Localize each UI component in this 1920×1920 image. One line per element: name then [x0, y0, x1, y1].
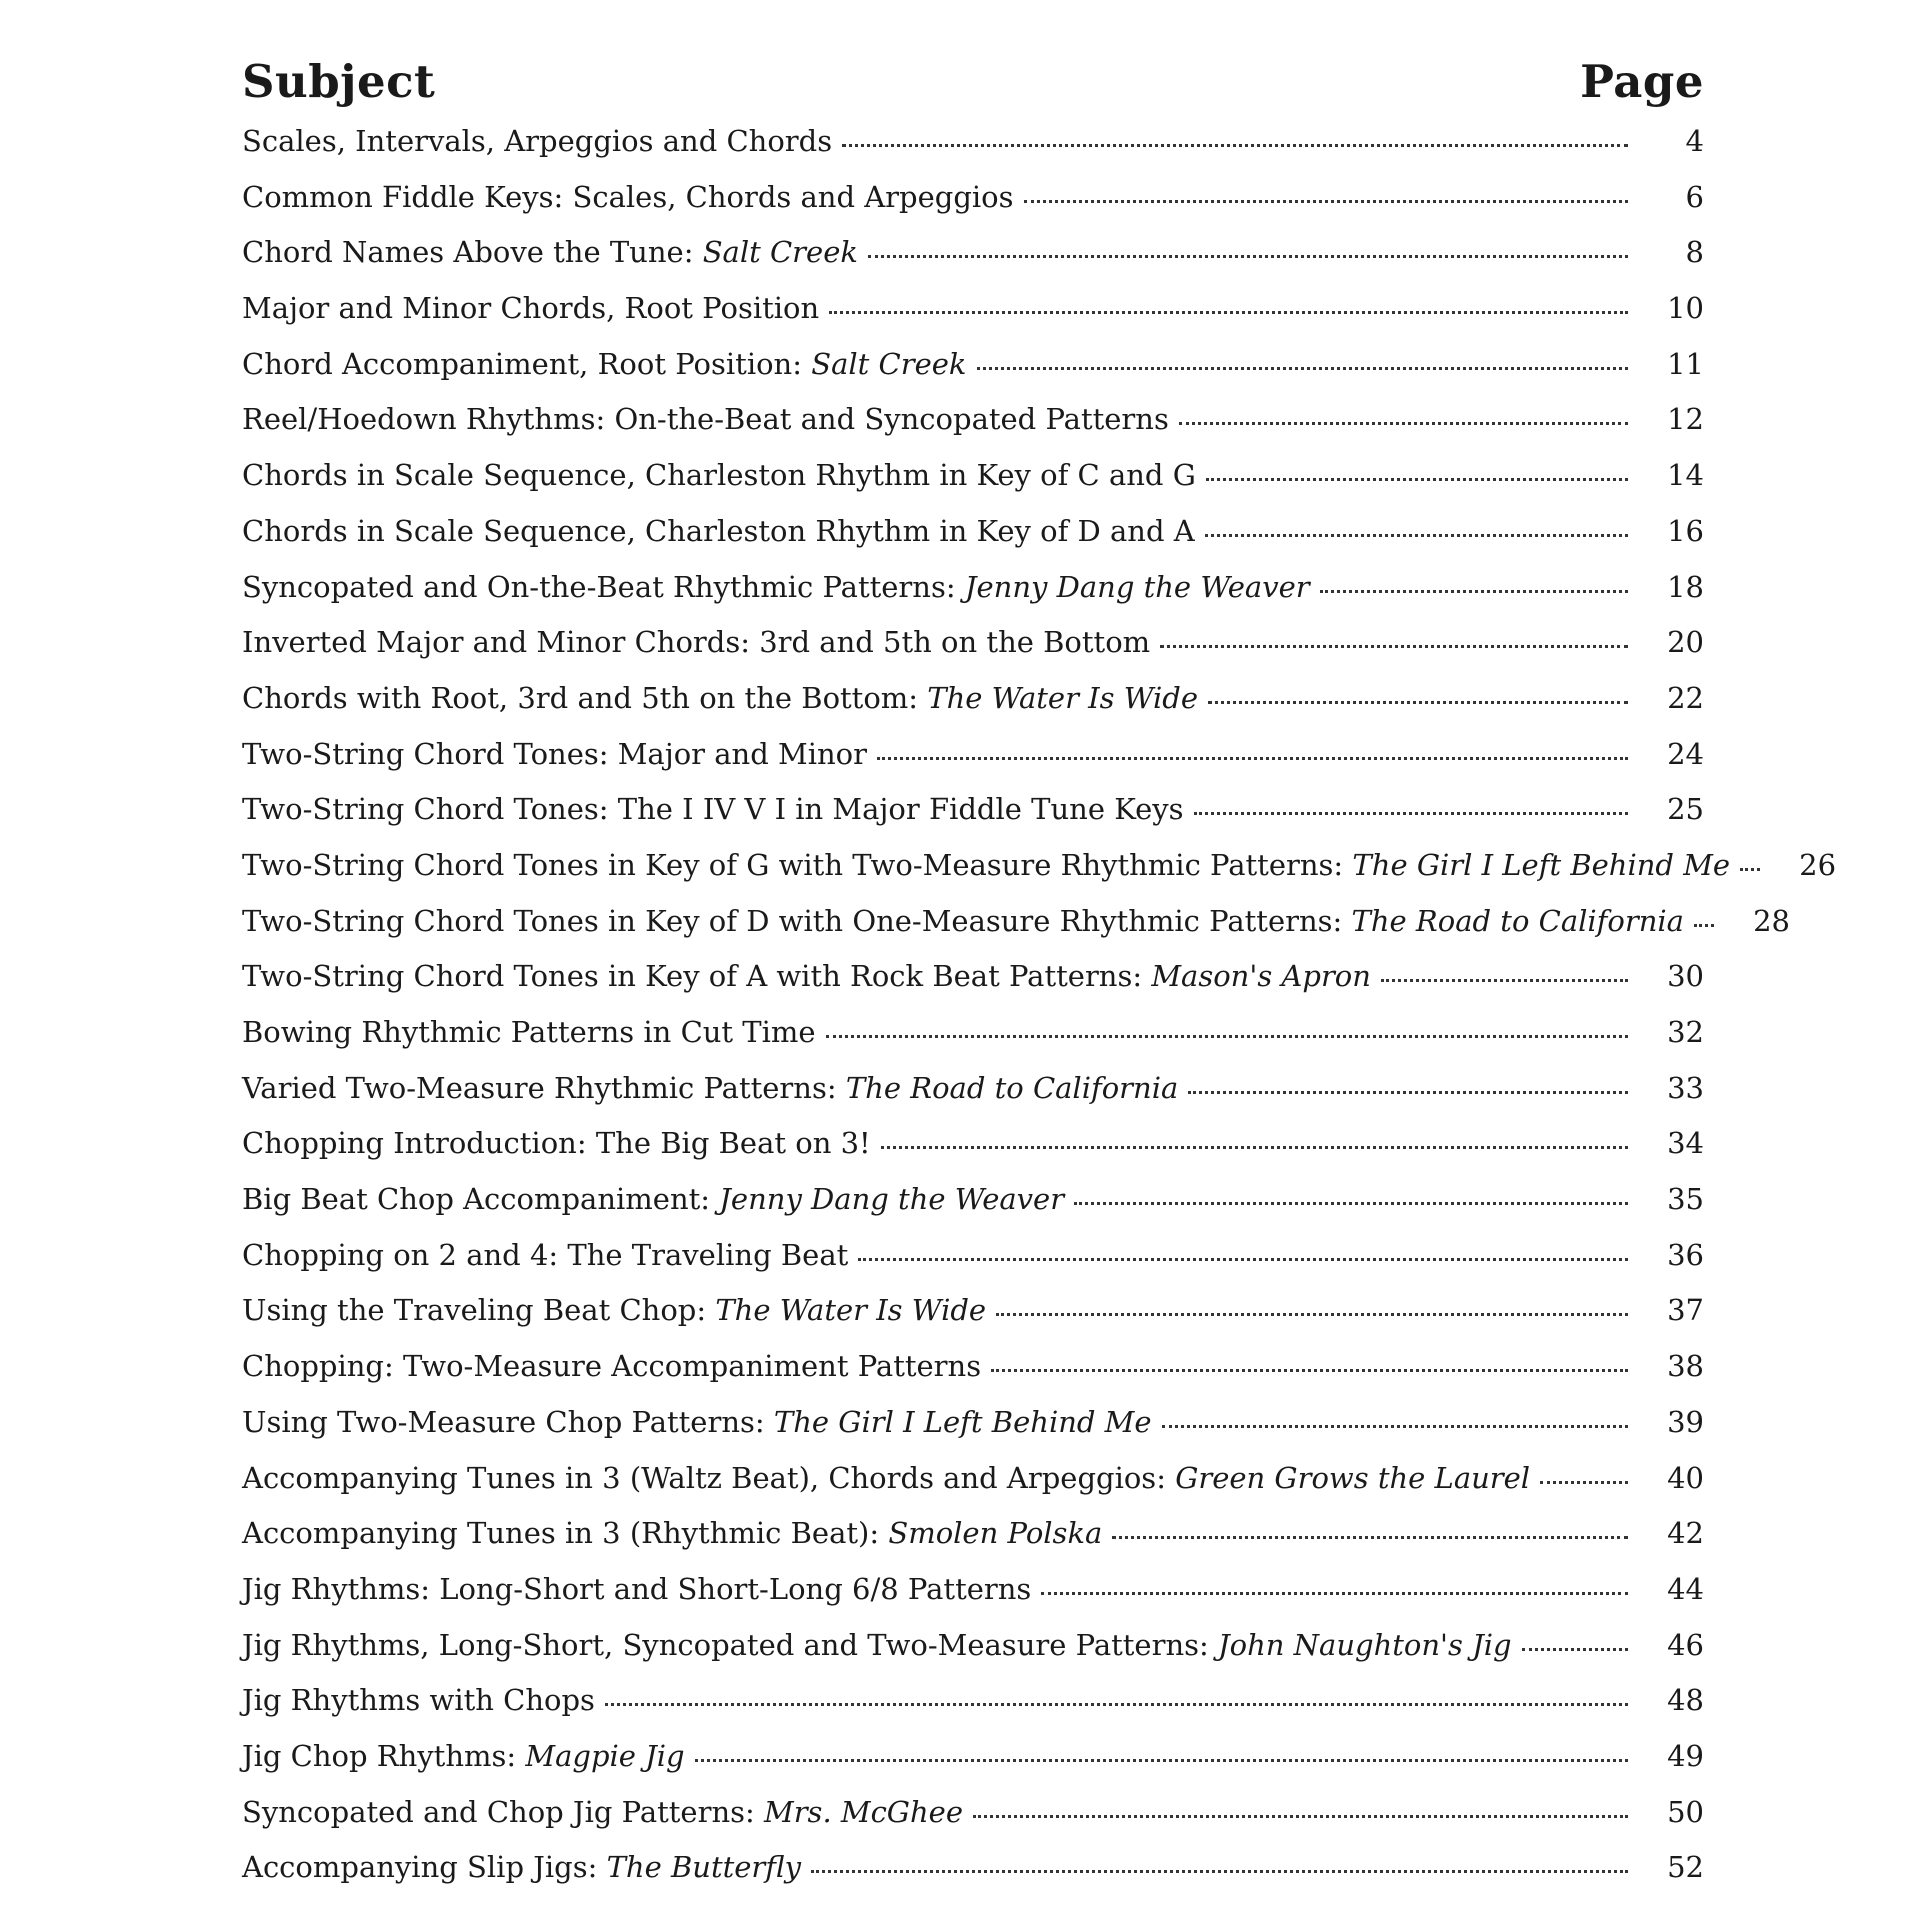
toc-entry-page: 44 [1667, 1571, 1704, 1606]
toc-entry-title [242, 1061, 1178, 1117]
dot-leader [829, 311, 1628, 314]
toc-entry-tune: Salt Creek [811, 346, 967, 381]
toc-entry[interactable] [242, 949, 1704, 1005]
toc-entry-tune: The Road to California [845, 1070, 1179, 1105]
toc-entry-subject: Two-String Chord Tones: Major and Minor [242, 736, 867, 771]
dot-leader [973, 1815, 1628, 1818]
toc-entry-subject: Chord Accompaniment, Root Position: [242, 346, 812, 381]
dot-leader [1381, 979, 1628, 982]
toc-entry-page: 37 [1667, 1293, 1704, 1328]
toc-entry-page: 49 [1667, 1738, 1704, 1773]
dot-leader [1206, 478, 1628, 481]
dot-leader [868, 255, 1628, 258]
toc-entry-subject: Two-String Chord Tones in Key of A with Rock Beat Patterns: [242, 959, 1152, 994]
table-of-contents [242, 40, 1837, 1896]
toc-entry-subject: Jig Rhythms, Long-Short, Syncopated and Two-Measure Patterns: [242, 1627, 1218, 1662]
toc-entry-tune: Mason's Apron [1151, 959, 1371, 994]
toc-entry[interactable] [242, 894, 1790, 950]
toc-entry-title [242, 1785, 963, 1841]
toc-entry[interactable] [242, 782, 1704, 838]
toc-entry-subject: Accompanying Slip Jigs: [242, 1850, 607, 1885]
toc-entry-title [242, 225, 858, 281]
toc-entry-page: 16 [1667, 513, 1704, 548]
toc-entry-title [242, 1228, 848, 1284]
toc-entry[interactable] [242, 1562, 1704, 1618]
toc-entry-subject: Chords in Scale Sequence, Charleston Rhythm in Key of C and G [242, 458, 1196, 493]
toc-entry-tune: The Road to California [1351, 903, 1684, 938]
toc-entry-title [242, 170, 1014, 226]
toc-entry-title [242, 1840, 801, 1896]
toc-entry[interactable] [242, 1395, 1704, 1451]
toc-entry-tune: The Butterfly [606, 1850, 802, 1885]
toc-entry[interactable] [242, 1283, 1704, 1339]
toc-header [242, 40, 1704, 108]
dot-leader [1074, 1202, 1628, 1205]
toc-entry[interactable] [242, 615, 1704, 671]
toc-entry-title [242, 1116, 871, 1172]
toc-entry-page: 20 [1667, 625, 1704, 660]
toc-entry-page: 25 [1667, 792, 1704, 827]
toc-entry-tune: Salt Creek [702, 235, 858, 270]
toc-entry-subject: Two-String Chord Tones in Key of D with One-Measure Rhythmic Patterns: [242, 903, 1352, 938]
toc-entry-page: 46 [1667, 1627, 1704, 1662]
toc-entry[interactable] [242, 1785, 1704, 1841]
toc-entry-title [242, 504, 1195, 560]
toc-entry-page: 36 [1667, 1237, 1704, 1272]
toc-entry-subject: Using Two-Measure Chop Patterns: [242, 1404, 774, 1439]
dot-leader [1740, 868, 1760, 871]
toc-entry-title [242, 671, 1198, 727]
toc-entry-title [242, 281, 819, 337]
toc-entry-title [242, 448, 1196, 504]
toc-entry-title [242, 894, 1684, 950]
toc-entry-tune: Mrs. McGhee [764, 1794, 963, 1829]
toc-entry-subject: Chords with Root, 3rd and 5th on the Bottom: [242, 680, 928, 715]
toc-entry[interactable] [242, 504, 1704, 560]
toc-entry-page: 18 [1667, 569, 1704, 604]
toc-entry[interactable] [242, 1729, 1704, 1785]
toc-entry-title [242, 1005, 816, 1061]
dot-leader [695, 1759, 1628, 1762]
toc-entry-subject: Inverted Major and Minor Chords: 3rd and 5th on the Bottom [242, 625, 1151, 660]
toc-entry-title [242, 337, 967, 393]
dot-leader [1179, 422, 1628, 425]
dot-leader [1540, 1481, 1628, 1484]
toc-entry-subject: Accompanying Tunes in 3 (Rhythmic Beat): [242, 1516, 889, 1551]
toc-entry-page: 38 [1667, 1349, 1704, 1384]
dot-leader [1112, 1536, 1628, 1539]
dot-leader [1024, 200, 1628, 203]
toc-entry-subject: Common Fiddle Keys: Scales, Chords and Arpeggios [242, 179, 1014, 214]
toc-entry[interactable] [242, 1005, 1704, 1061]
toc-entry-page: 14 [1667, 458, 1704, 493]
toc-entry-page: 11 [1667, 346, 1704, 381]
dot-leader [605, 1703, 1628, 1706]
toc-list [242, 114, 1837, 1896]
toc-entry-subject: Reel/Hoedown Rhythms: On-the-Beat and Syncopated Patterns [242, 402, 1169, 437]
toc-entry-subject: Major and Minor Chords, Root Position [242, 291, 820, 326]
toc-entry-subject: Jig Rhythms: Long-Short and Short-Long 6/8 Patterns [242, 1571, 1032, 1606]
toc-entry[interactable] [242, 170, 1704, 226]
toc-entry-tune: Jenny Dang the Weaver [719, 1182, 1065, 1217]
toc-entry[interactable] [242, 1228, 1704, 1284]
toc-entry-page: 34 [1667, 1126, 1704, 1161]
toc-entry-subject: Chord Names Above the Tune: [242, 235, 703, 270]
toc-entry-title [242, 838, 1730, 894]
toc-entry-subject: Syncopated and Chop Jig Patterns: [242, 1794, 764, 1829]
toc-entry-tune: Magpie Jig [525, 1738, 685, 1773]
toc-entry-page: 40 [1667, 1460, 1704, 1495]
dot-leader [1162, 1425, 1628, 1428]
toc-entry-tune: Green Grows the Laurel [1175, 1460, 1531, 1495]
toc-entry-title [242, 1283, 986, 1339]
dot-leader [881, 1146, 1628, 1149]
toc-entry-tune: Jenny Dang the Weaver [964, 569, 1310, 604]
toc-entry-title [242, 1395, 1152, 1451]
toc-entry-page: 26 [1799, 847, 1837, 882]
toc-entry-title [242, 1673, 595, 1729]
dot-leader [1208, 701, 1628, 704]
toc-entry-subject: Two-String Chord Tones: The I IV V I in Major Fiddle Tune Keys [242, 792, 1184, 827]
dot-leader [1041, 1592, 1628, 1595]
toc-entry-tune: The Water Is Wide [715, 1293, 987, 1328]
toc-entry[interactable] [242, 114, 1704, 170]
toc-entry-page: 48 [1667, 1683, 1704, 1718]
dot-leader [1694, 924, 1714, 927]
toc-entry-page: 8 [1685, 235, 1704, 270]
dot-leader [996, 1313, 1628, 1316]
toc-entry[interactable] [242, 838, 1837, 894]
toc-entry-subject: Chopping Introduction: The Big Beat on 3! [242, 1126, 871, 1161]
toc-entry-subject: Jig Rhythms with Chops [242, 1683, 595, 1718]
toc-entry-subject: Chopping on 2 and 4: The Traveling Beat [242, 1237, 849, 1272]
toc-entry-page: 42 [1667, 1516, 1704, 1551]
toc-entry[interactable] [242, 1339, 1704, 1395]
toc-entry-title [242, 1339, 981, 1395]
dot-leader [1205, 534, 1628, 537]
toc-entry-page: 22 [1667, 680, 1704, 715]
toc-entry[interactable] [242, 1618, 1704, 1674]
toc-entry[interactable] [242, 392, 1704, 448]
dot-leader [1320, 590, 1628, 593]
toc-entry-title [242, 1729, 685, 1785]
toc-entry-title [242, 727, 867, 783]
dot-leader [826, 1035, 1628, 1038]
dot-leader [842, 144, 1628, 147]
toc-entry[interactable] [242, 671, 1704, 727]
toc-entry-title [242, 1451, 1530, 1507]
toc-entry-page: 6 [1685, 179, 1704, 214]
toc-entry[interactable] [242, 1840, 1704, 1896]
toc-entry-page: 10 [1667, 291, 1704, 326]
toc-entry-page: 50 [1667, 1794, 1704, 1829]
toc-entry-subject: Scales, Intervals, Arpeggios and Chords [242, 124, 833, 158]
toc-entry-tune: The Girl I Left Behind Me [773, 1404, 1152, 1439]
toc-entry[interactable] [242, 1673, 1704, 1729]
toc-entry-page: 39 [1667, 1404, 1704, 1439]
toc-entry-page: 4 [1685, 124, 1704, 158]
toc-entry-subject: Jig Chop Rhythms: [242, 1738, 526, 1773]
dot-leader [1160, 645, 1628, 648]
toc-entry[interactable] [242, 560, 1704, 616]
toc-entry-title [242, 1506, 1102, 1562]
toc-entry[interactable] [242, 448, 1704, 504]
toc-entry-page: 33 [1667, 1070, 1704, 1105]
toc-entry-page: 28 [1753, 903, 1790, 938]
dot-leader [858, 1258, 1628, 1261]
toc-entry-page: 24 [1667, 736, 1704, 771]
toc-entry[interactable] [242, 281, 1704, 337]
dot-leader [991, 1369, 1628, 1372]
toc-entry-page: 30 [1667, 959, 1704, 994]
toc-entry-title [242, 782, 1184, 838]
dot-leader [877, 757, 1628, 760]
toc-entry-title [242, 949, 1371, 1005]
toc-entry-tune: Smolen Polska [888, 1516, 1103, 1551]
toc-entry-page: 52 [1667, 1850, 1704, 1885]
toc-entry-title [242, 114, 832, 170]
dot-leader [1194, 812, 1628, 815]
toc-entry-tune: The Girl I Left Behind Me [1352, 847, 1731, 882]
toc-entry-title [242, 392, 1169, 448]
toc-entry[interactable] [242, 727, 1704, 783]
toc-entry[interactable] [242, 1506, 1704, 1562]
toc-entry-tune: John Naughton's Jig [1218, 1627, 1512, 1662]
toc-entry[interactable] [242, 1061, 1704, 1117]
dot-leader [977, 367, 1629, 370]
toc-entry[interactable] [242, 1116, 1704, 1172]
toc-entry-subject: Accompanying Tunes in 3 (Waltz Beat), Chords and Arpeggios: [242, 1460, 1176, 1495]
subject-heading: Subject [242, 55, 436, 108]
toc-entry-tune: The Water Is Wide [927, 680, 1199, 715]
toc-entry-subject: Chords in Scale Sequence, Charleston Rhythm in Key of D and A [242, 513, 1195, 548]
toc-entry-subject: Chopping: Two-Measure Accompaniment Patterns [242, 1349, 982, 1384]
toc-entry-page: 32 [1667, 1015, 1704, 1049]
toc-entry-subject: Varied Two-Measure Rhythmic Patterns: [242, 1070, 846, 1105]
toc-entry-page: 35 [1667, 1182, 1704, 1217]
toc-entry[interactable] [242, 337, 1704, 393]
toc-entry-page: 12 [1667, 402, 1704, 437]
toc-entry-title [242, 1562, 1031, 1618]
page-heading: Page [1580, 55, 1704, 108]
toc-entry[interactable] [242, 1172, 1704, 1228]
toc-entry-subject: Using the Traveling Beat Chop: [242, 1293, 716, 1328]
toc-entry-title [242, 1618, 1512, 1674]
toc-entry-subject: Syncopated and On-the-Beat Rhythmic Patterns: [242, 569, 965, 604]
toc-entry[interactable] [242, 225, 1704, 281]
dot-leader [811, 1870, 1628, 1873]
toc-entry-subject: Big Beat Chop Accompaniment: [242, 1182, 720, 1217]
toc-entry-title [242, 1172, 1064, 1228]
dot-leader [1188, 1091, 1628, 1094]
toc-entry-subject: Bowing Rhythmic Patterns in Cut Time [242, 1015, 816, 1049]
toc-entry-title [242, 560, 1310, 616]
dot-leader [1522, 1648, 1628, 1651]
toc-entry-subject: Two-String Chord Tones in Key of G with Two-Measure Rhythmic Patterns: [242, 847, 1353, 882]
toc-entry[interactable] [242, 1451, 1704, 1507]
toc-entry-title [242, 615, 1150, 671]
